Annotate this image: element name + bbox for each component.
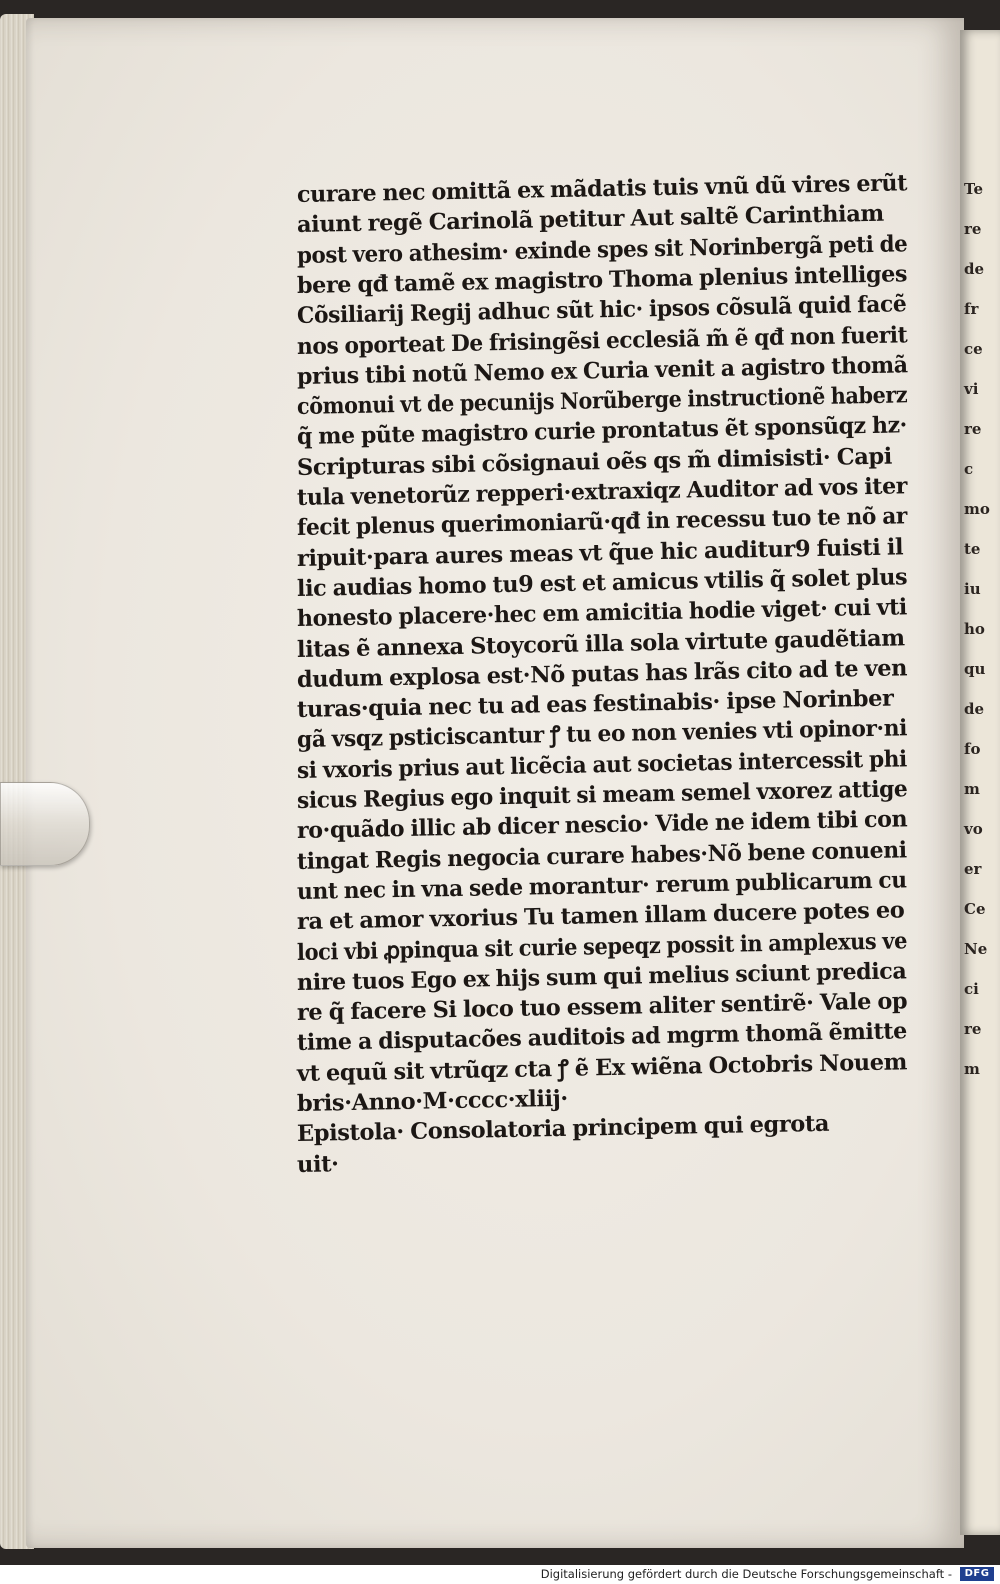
text-line: litas ẽ annexa Stoycorũ illa sola virtute gaudẽtiam (296, 624, 905, 663)
text-line: dudum explosa est·Nõ putas has lrãs cito ad te ven (296, 655, 908, 693)
adjacent-page-fragment: er (964, 860, 982, 878)
text-line: q̃ me pũte magistro curie prontatus ẽt sponsũqz hz· (296, 412, 908, 451)
text-line: uit· (296, 1150, 339, 1178)
text-line: post vero athesim· exinde spes sit Norinbergã peti de (296, 230, 908, 269)
adjacent-page-fragment: fr (964, 300, 979, 318)
text-line: vt equũ sit vtrũqz cta ꝭ ẽ Ex wiẽna Octobris Nouem (296, 1048, 908, 1087)
adjacent-page-fragment: de (964, 260, 985, 278)
text-line: aiunt regẽ Carinolã petitur Aut saltẽ Carinthiam (296, 201, 885, 239)
text-line: si vxoris prius aut licẽcia aut societas intercessit phi (296, 745, 908, 784)
text-line: ripuit·para aures meas vt q̃ue hic auditur9 fuisti il (296, 533, 904, 572)
funding-credit: Digitalisierung gefördert durch die Deutsche Forschungsgemeinschaft - (540, 1567, 952, 1581)
text-line: loci vbi ꝓpinqua sit curie sepeqz possit in amplexus ve (296, 927, 908, 966)
text-line: Epistola· Consolatoria principem qui egrota (296, 1111, 830, 1148)
text-line: honesto placere·hec em amicitia hodie viget· cui vti (296, 594, 908, 633)
text-line: prius tibi notũ Nemo ex Curia venit a agistro thomã (296, 352, 908, 390)
dfg-logo: DFG (960, 1567, 994, 1581)
adjacent-page-fragment: ci (964, 980, 979, 998)
text-line: ro·quãdo illic ab dicer nescio· Vide ne idem tibi con (296, 806, 908, 845)
adjacent-page-fragment: qu (964, 660, 986, 678)
adjacent-page-fragment: re (964, 1020, 982, 1038)
text-line: fecit plenus querimoniarũ·qđ in recessu tuo te nõ ar (296, 503, 908, 542)
adjacent-page-fragment: Te (964, 180, 983, 198)
text-line: Cõsiliarij Regij adhuc sũt hic· ipsos cõsulã quid facẽ (296, 291, 907, 330)
text-line: turas·quia nec tu ad eas festinabis· ipse Norinber (296, 685, 894, 724)
text-line: tula venetorũz repperi·extraxiqz Auditor ad vos iter (296, 473, 908, 511)
adjacent-page-fragment: iu (964, 580, 981, 598)
text-line: bris·Anno·M·cccc·xliij· (296, 1085, 569, 1117)
text-line: lic audias homo tu9 est et amicus vtilis q̃ solet plus (296, 564, 908, 602)
text-line: bere qđ tamẽ ex magistro Thoma plenius intelliges (296, 261, 908, 299)
adjacent-page-fragment: Ce (964, 900, 986, 918)
adjacent-page-fragment: m (964, 780, 980, 798)
adjacent-page-fragment: de (964, 700, 985, 718)
text-line: ra et amor vxorius Tu tamen illam ducere potes eo (296, 897, 905, 936)
adjacent-page-fragment: ce (964, 340, 983, 358)
adjacent-page-fragment: te (964, 540, 981, 558)
page-clip (0, 782, 90, 866)
adjacent-page-fragment: mo (964, 500, 990, 518)
adjacent-page-fragment: fo (964, 740, 981, 758)
text-line: nire tuos Ego ex hĳs sum qui melius sciunt predica (296, 958, 907, 996)
adjacent-page-fragment: c (964, 460, 974, 478)
text-line: sicus Regius ego inquit si meam semel vxorez attige (296, 776, 908, 814)
text-line: re q̃ facere Si loco tuo essem aliter sentirẽ· Vale op (296, 988, 908, 1027)
adjacent-page-fragment: Ne (964, 940, 988, 958)
adjacent-page-edge (960, 30, 1000, 1535)
adjacent-page-fragment: m (964, 1060, 980, 1078)
text-line: nos oporteat De frisingẽsi ecclesiã m̃ ẽ qđ non fuerit (296, 321, 908, 360)
footer-bar (0, 1565, 1000, 1584)
adjacent-page-fragment: re (964, 220, 982, 238)
text-line: time a disputacões auditois ad mgrm thomã ẽmitte (296, 1018, 908, 1057)
adjacent-page-fragment: vi (964, 380, 979, 398)
adjacent-page-fragment: vo (964, 820, 983, 838)
text-line: tingat Regis negocia curare habes·Nõ bene conueni (296, 836, 907, 875)
adjacent-page-fragment: ho (964, 620, 985, 638)
text-line: gã vsqz psticiscantur ꝭ tu eo non venies vti opinor·ni (296, 715, 908, 754)
text-line: cõmonui vt de pecunijs Norũberge instructionẽ haberz (296, 382, 908, 421)
text-line: unt nec in vna sede morantur· rerum publicarum cu (296, 867, 907, 905)
text-line: curare nec omittã ex mãdatis tuis vnũ dũ vires erũt (296, 170, 908, 208)
text-line: Scripturas sibi cõsignaui oẽs qs m̃ dimisisti· Capi (296, 443, 893, 481)
adjacent-page-fragment: re (964, 420, 982, 438)
